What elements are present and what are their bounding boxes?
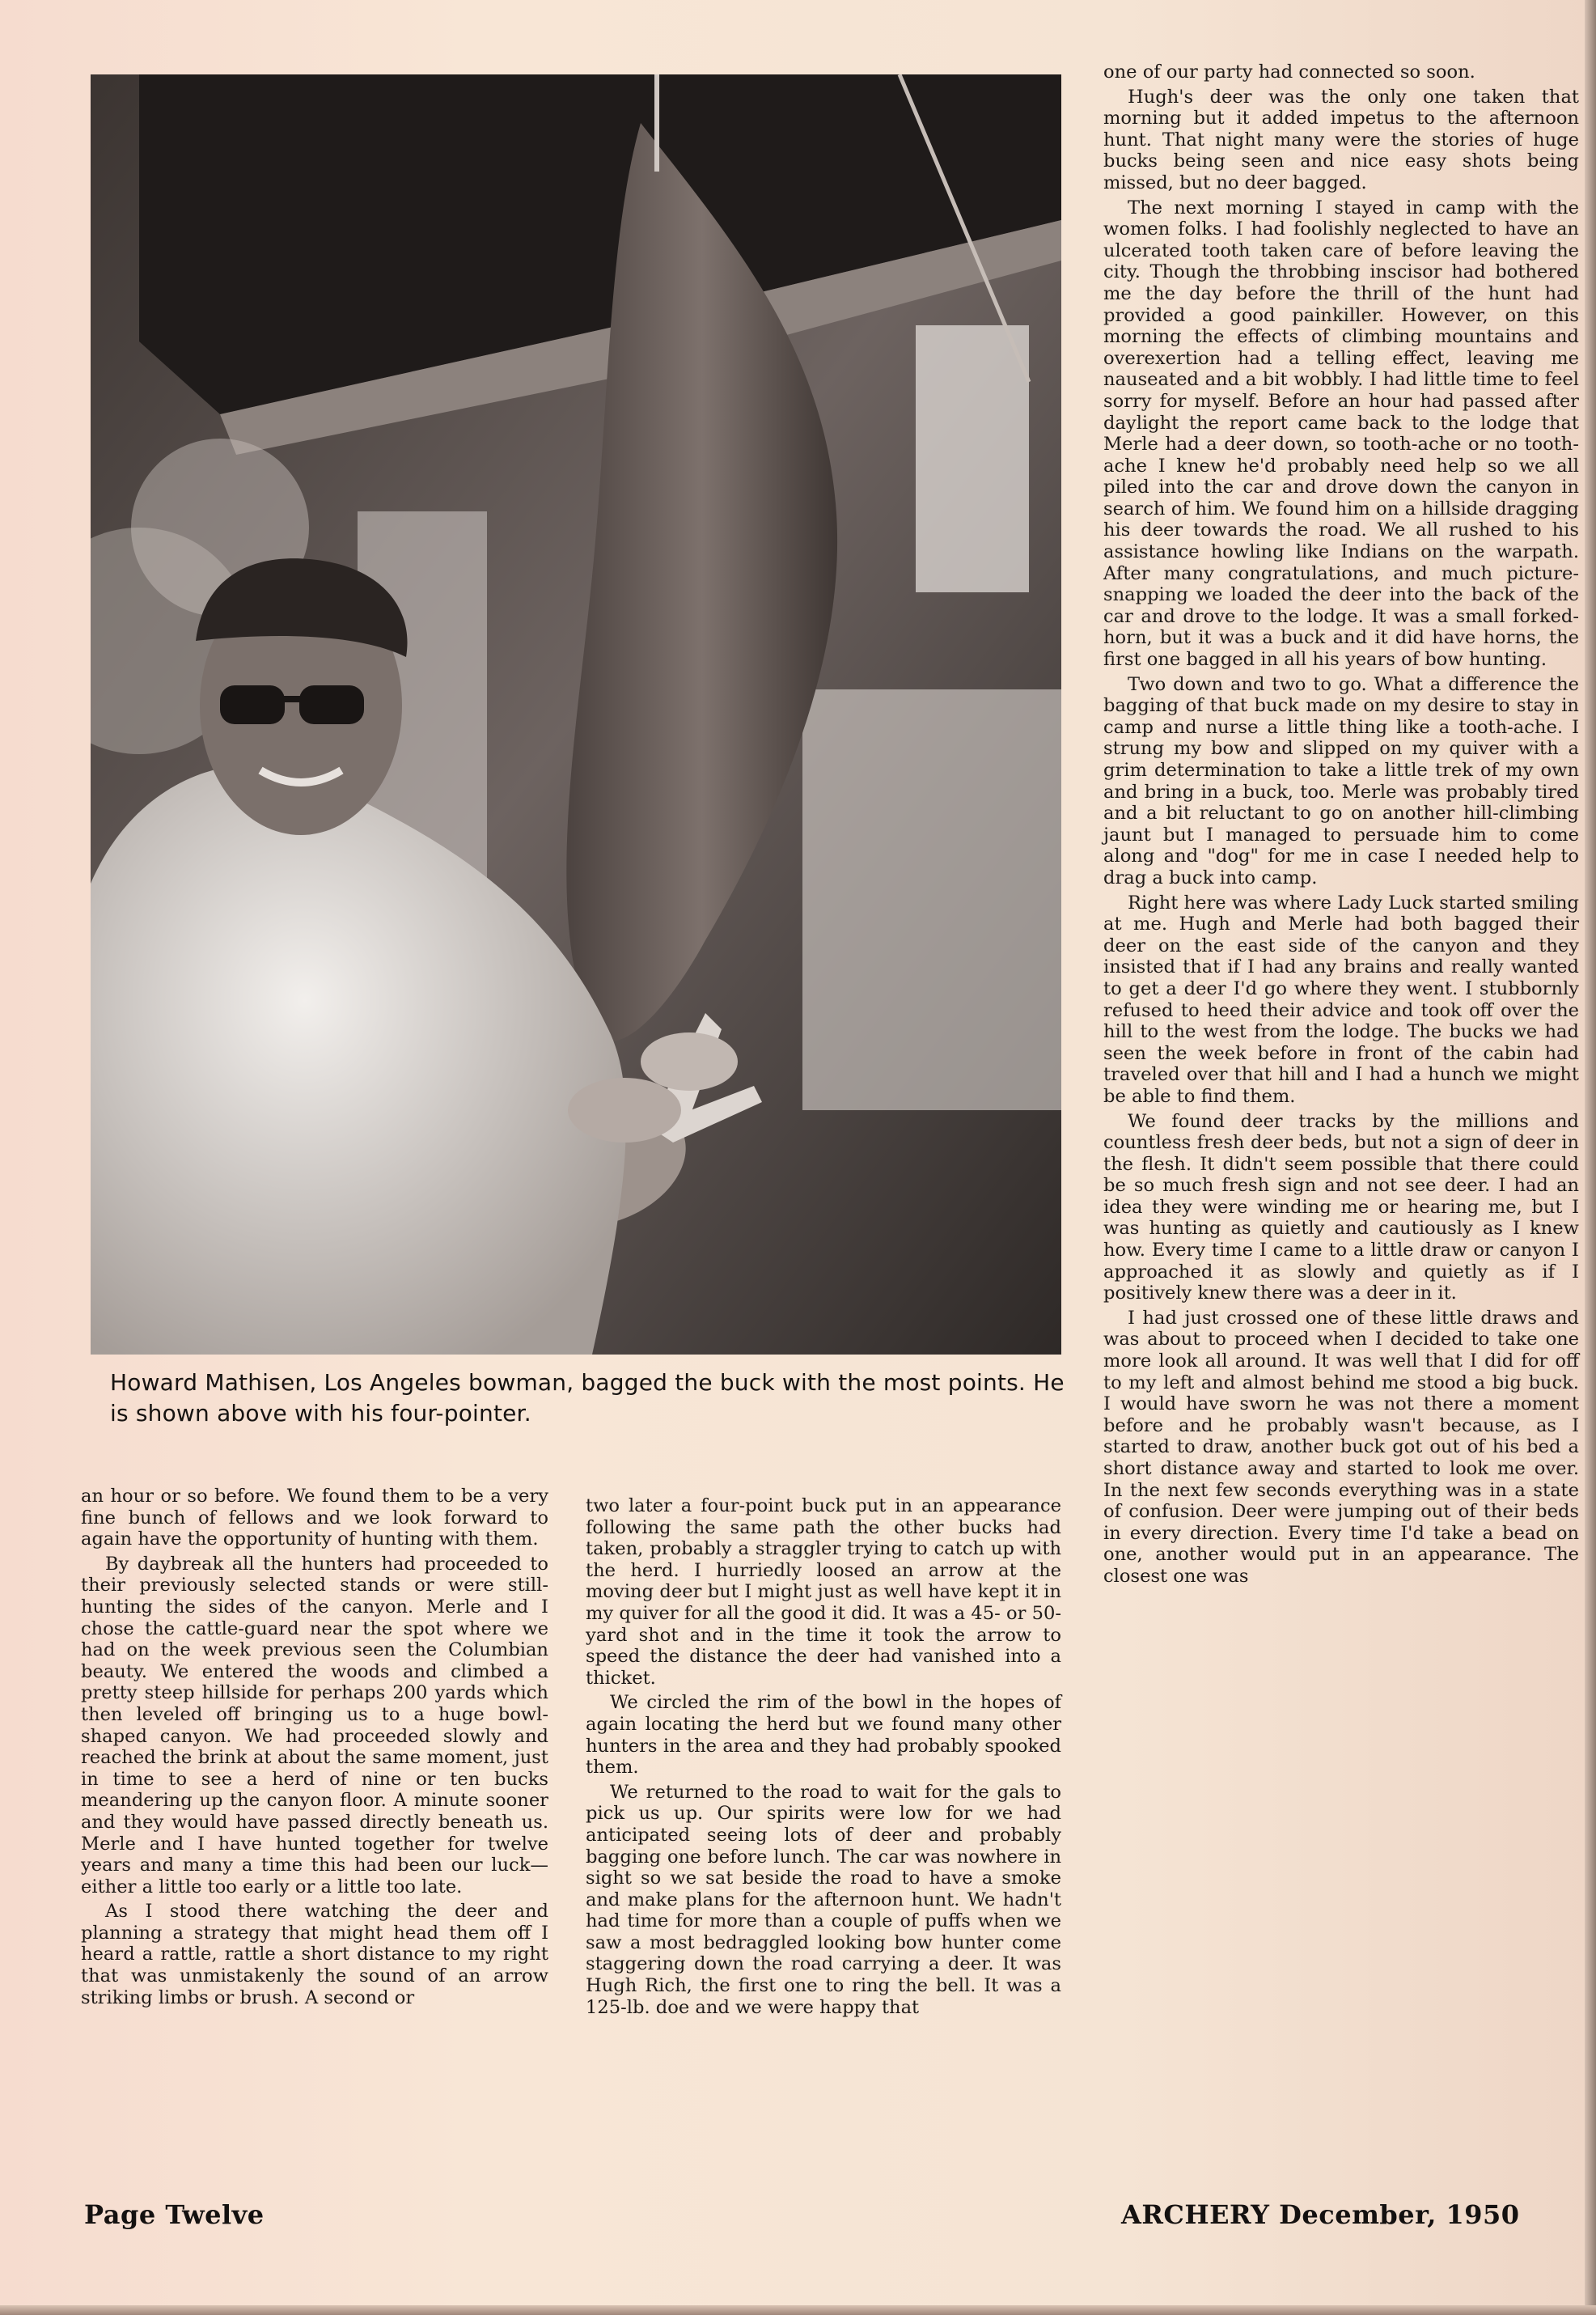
page-number: Page Twelve — [84, 2199, 265, 2230]
paragraph: Hugh's deer was the only one taken that morning but it added impetus to the afternoon hunt. That night many were the stories of huge bucks being seen and nice easy shots being missed, but no deer bagged. — [1103, 86, 1579, 193]
paragraph: As I stood there watching the deer and planning a strategy that might head them off I heard a rattle, rattle a short distance to my right that was unmistakenly the sound of an arrow striking limbs or brush. A second or — [81, 1901, 548, 2008]
text-column-2 — [586, 1495, 1061, 2018]
photo-illustration — [91, 74, 1061, 1355]
paragraph: We found deer tracks by the millions and countless fresh deer beds, but not a sign of deer in the flesh. It didn't seem possible that there could be so much fresh sign and not see deer. I had an idea they were winding me or hearing me, but I was hunting as quietly and cautiously as I knew how. Every time I came to a little draw or canyon I approached it as slowly and quietly as if I positively knew there was a deer in it. — [1103, 1110, 1579, 1304]
paragraph: We circled the rim of the bowl in the hopes of again locating the herd but we found many other hunters in the area and they had probably spooked them. — [586, 1692, 1061, 1779]
paragraph: By daybreak all the hunters had proceeded to their previously selected stands or were still-hunting the sides of the canyon. Merle and I chose the cattle-guard near the spot where we had on the week previous seen the Columbian beauty. We entered the woods and climbed a pretty steep hillside for perhaps 200 yards which then leveled off bringing us to a huge bowl-shaped canyon. We had proceeded slowly and reached the brink at about the same moment, just in time to see a herd of nine or ten bucks meandering up the canyon floor. A minute sooner and they would have passed directly beneath us. Merle and I have hunted together for twelve years and many a time this had been our luck—either a little too early or a little too late. — [81, 1553, 548, 1897]
paragraph: one of our party had connected so soon. — [1103, 61, 1475, 83]
paragraph: I had just crossed one of these little draws and was about to proceed when I decided to take one more look all around. It was well that I did for off to my left and almost behind me stood a big buck. I would have sworn he was not there a moment before and he probably wasn't because, as I started to draw, another buck got out of his bed a short distance away and started to look me over. In the next few seconds everything was in a state of confusion. Deer were jumping out of their beds in every direction. Every time I'd take a bead on one, another would put in an appearance. The closest one was — [1103, 1307, 1579, 1587]
page-bottom-edge — [0, 2305, 1596, 2315]
paragraph: The next morning I stayed in camp with the women folks. I had foolishly neglected to have an ulcerated tooth taken care of before leaving the city. Though the throbbing inscisor had bothered me the day before the thrill of the hunt had provided a good painkiller. However, on this morning the effects of climbing mountains and overexertion had a telling effect, leaving me nauseated and a bit wobbly. I had little time to feel sorry for myself. Before an hour had passed after daylight the report came back to the lodge that Merle had a deer down, so tooth-ache or no tooth-ache I knew he'd probably need help so we all piled into the car and drove down the canyon in search of him. We found him on a hillside dragging his deer towards the road. We all rushed to his assistance howling like Indians on the warpath. After many congratulations, and much picture-snapping we loaded the deer into the back of the car and drove to the lodge. It was a small forked-horn, but it was a buck and it did have horns, the first one bagged in all his years of bow hunting. — [1103, 197, 1579, 671]
paragraph: Right here was where Lady Luck started smiling at me. Hugh and Merle had both bagged their deer on the east side of the canyon and they insisted that if I had any brains and really wanted to get a deer I'd go where they went. I stubbornly refused to heed their advice and took off over the hill to the west from the lodge. The bucks we had seen the week before in front of the cabin had traveled over that hill and I had a hunch we might be able to find them. — [1103, 892, 1579, 1107]
paragraph: Two down and two to go. What a difference the bagging of that buck made on my desire to stay in camp and nurse a little thing like a tooth-ache. I strung my bow and slipped on my quiver with a grim determination to take a little trek of my own and bring in a buck, too. Merle was probably tired and a bit reluctant to go on another hill-climbing jaunt but I managed to persuade him to come along and "dog" for me in case I needed help to drag a buck into camp. — [1103, 673, 1579, 888]
text-column-1 — [81, 1486, 548, 2008]
text-column-3 — [1103, 61, 1579, 1588]
hunter-photo — [91, 74, 1061, 1355]
paragraph: two later a four-point buck put in an appearance following the same path the other bucks had taken, probably a straggler trying to catch up with the herd. I hurriedly loosed an arrow at the moving deer but I might just as well have kept it in my quiver for all the good it did. It was a 45- or 50-yard shot and in the time it took the arrow to speed the distance the deer had vanished into a thicket. — [586, 1495, 1061, 1689]
photo-caption: Howard Mathisen, Los Angeles bowman, bagged the buck with the most points. He is shown above with his four-pointer. — [110, 1369, 1065, 1427]
paragraph: an hour or so before. We found them to be a very fine bunch of fellows and we look forward to again have the opportunity of hunting with them. — [81, 1486, 548, 1550]
publication-date: ARCHERY December, 1950 — [1121, 2199, 1520, 2230]
page-edge — [1585, 0, 1596, 2315]
paragraph: We returned to the road to wait for the gals to pick us up. Our spirits were low for we had anticipated seeing lots of deer and probably bagging one before lunch. The car was nowhere in sight so we sat beside the road to have a smoke and make plans for the afternoon hunt. We hadn't had time for more than a couple of puffs when we saw a most bedraggled looking bow hunter come staggering down the road carrying a deer. It was Hugh Rich, the first one to ring the bell. It was a 125-lb. doe and we were happy that — [586, 1781, 1061, 2018]
